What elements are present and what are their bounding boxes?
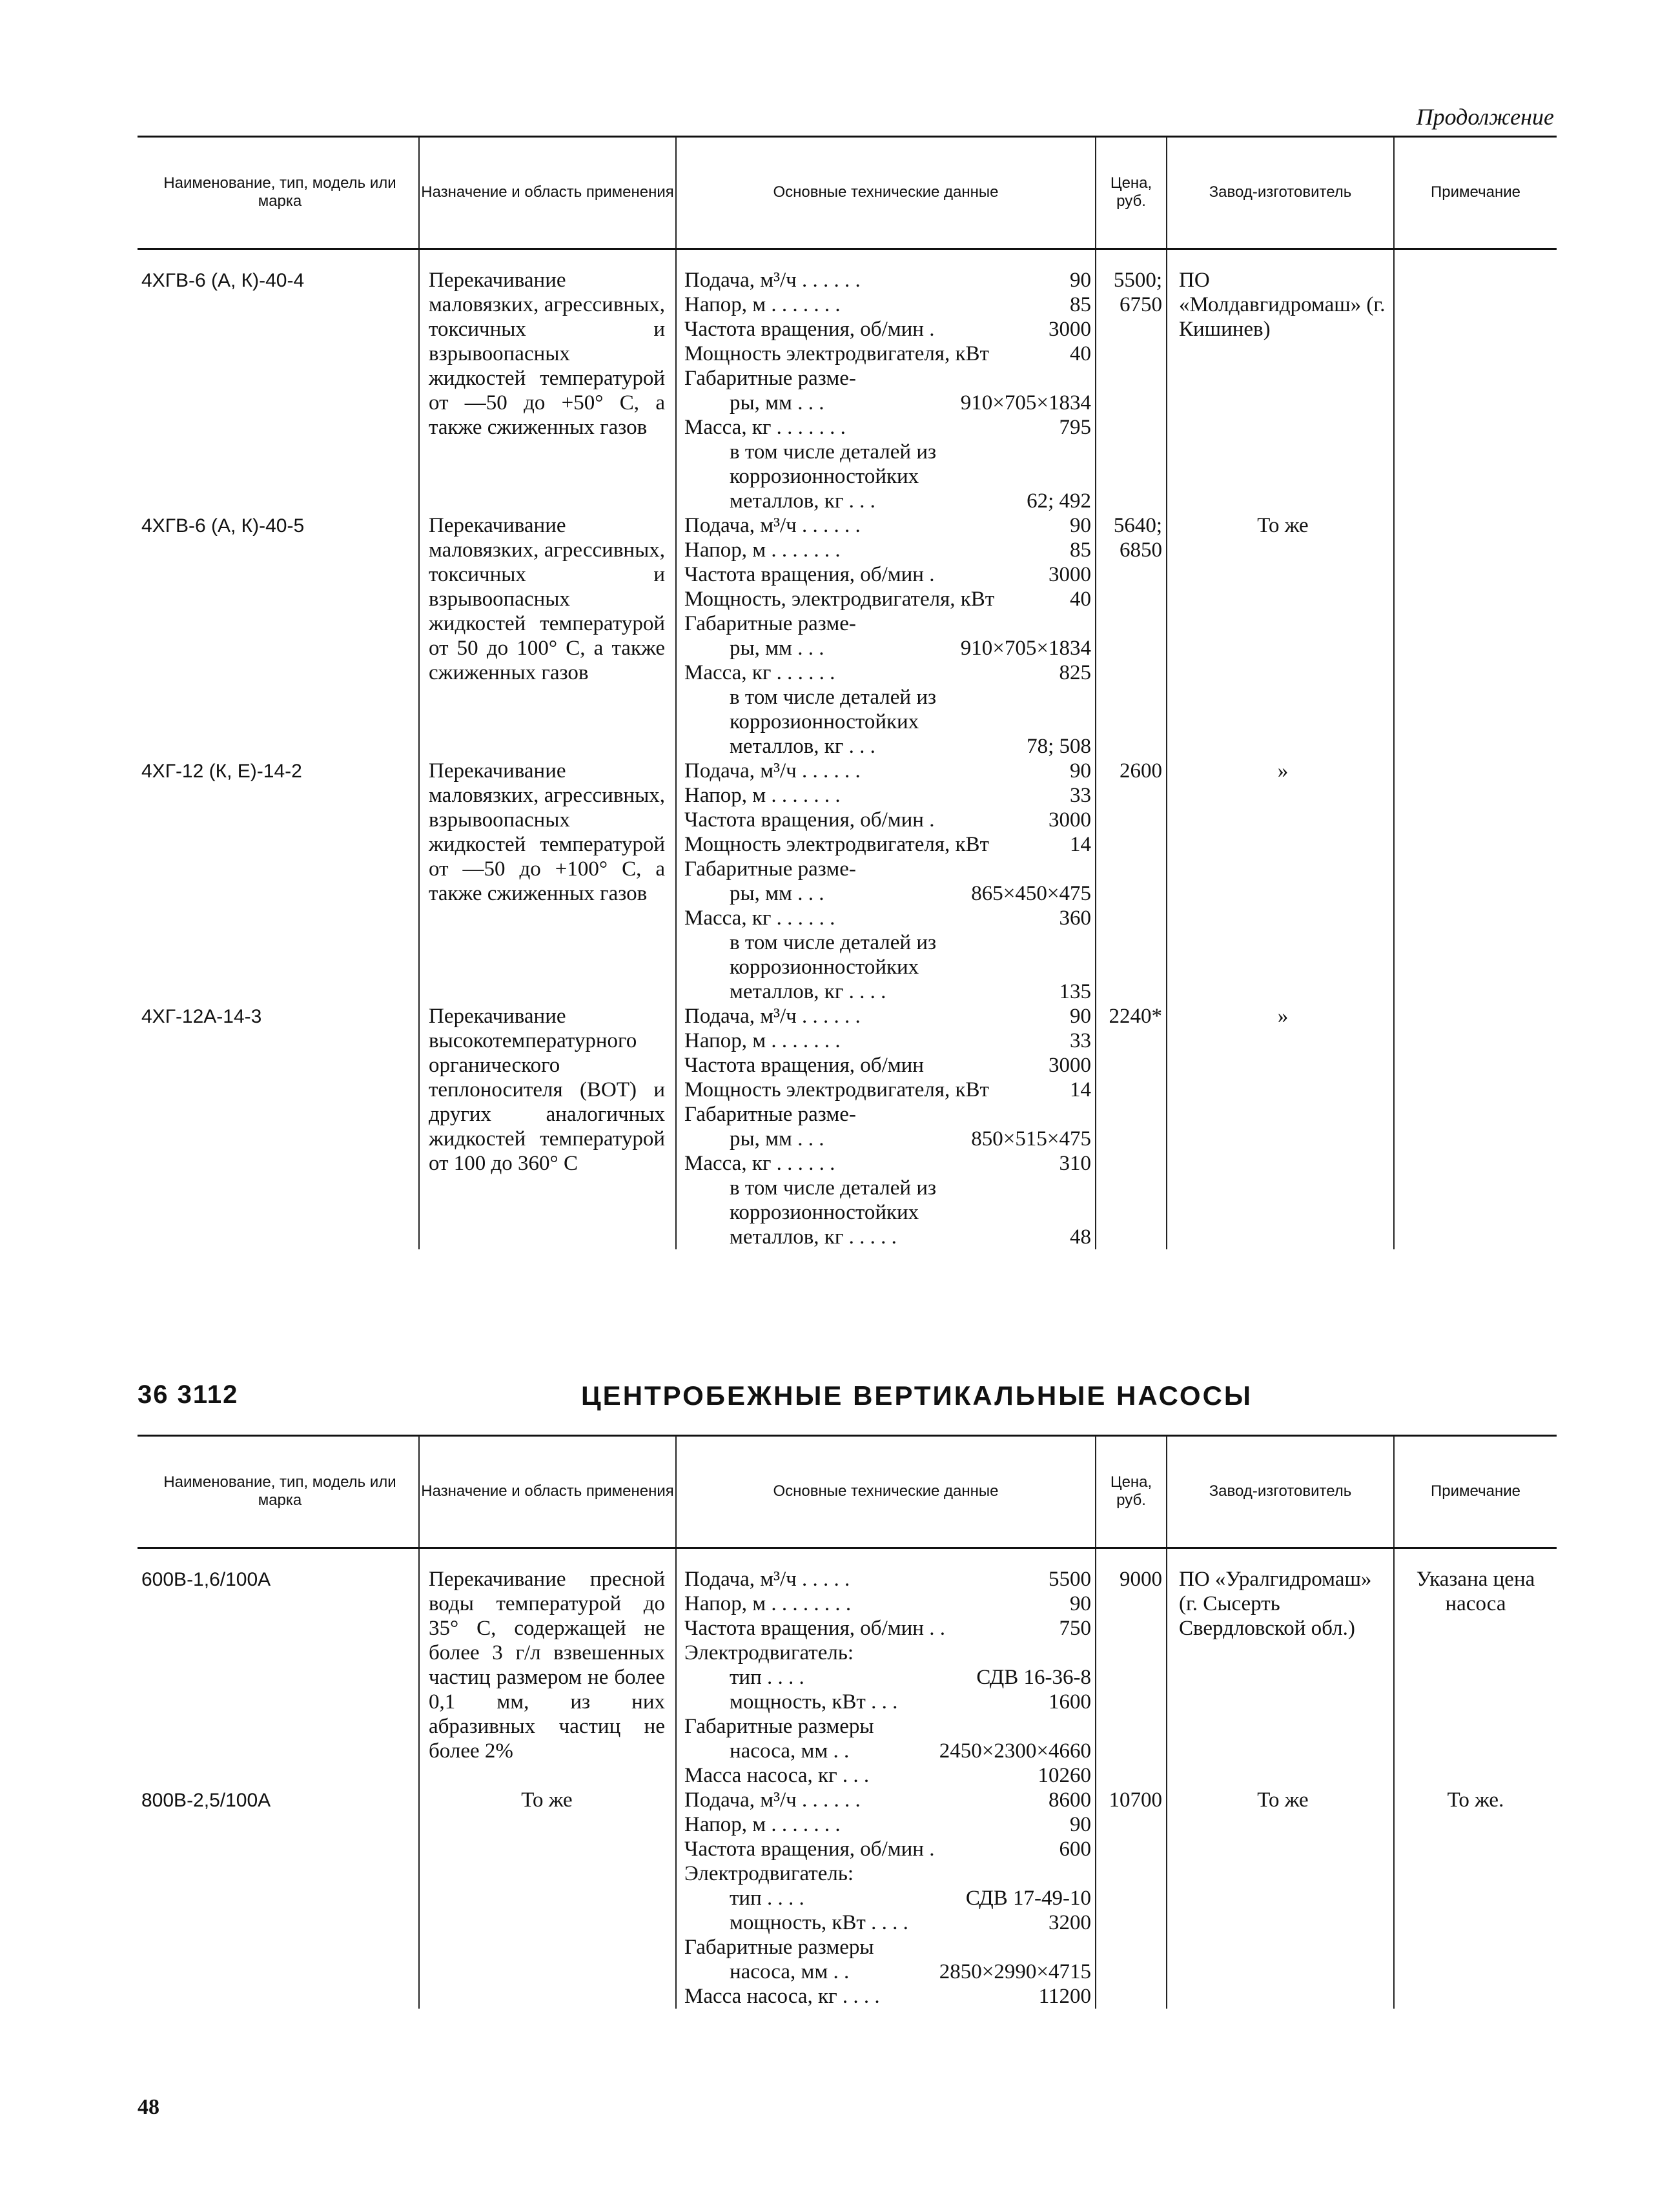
section-title: ЦЕНТРОБЕЖНЫЕ ВЕРТИКАЛЬНЫЕ НАСОСЫ (581, 1380, 1253, 1411)
table-row (138, 513, 1557, 759)
spec-value: 85 (1070, 538, 1091, 562)
spec-value: 85 (1070, 293, 1091, 316)
spec-label: Частота вращения, об/мин . (684, 563, 935, 586)
spec-value: 10260 (1038, 1764, 1091, 1787)
specs-cell (676, 268, 1096, 513)
spec-line (684, 317, 1091, 342)
spec-line (684, 1665, 1091, 1690)
column-header-purpose: Назначение и область применения (419, 1436, 676, 1548)
spec-value: 865×450×475 (971, 882, 1091, 905)
maker-cell: То же (1167, 513, 1394, 759)
spec-label: Частота вращения, об/мин . (684, 318, 935, 341)
spec-value: 750 (1059, 1617, 1091, 1640)
spec-value: СДВ 17-49-10 (965, 1887, 1091, 1910)
table-row (138, 268, 1557, 513)
spec-label: тип . . . . (730, 1666, 804, 1689)
spec-line (684, 1714, 1091, 1739)
spec-label: в том числе деталей из (730, 931, 937, 954)
spec-label: насоса, мм . . (730, 1739, 850, 1763)
spec-value: 2450×2300×4660 (939, 1739, 1091, 1763)
spec-value: 14 (1070, 833, 1091, 856)
maker-cell: » (1167, 759, 1394, 1004)
spec-label: ры, мм . . . (730, 882, 824, 905)
spec-line (684, 1984, 1091, 2009)
spec-label: Габаритные разме- (684, 367, 856, 390)
spec-label: коррозионностойких (730, 465, 919, 488)
spec-line (684, 734, 1091, 759)
spec-line (684, 1886, 1091, 1910)
spec-line (684, 1225, 1091, 1249)
spec-line (684, 1102, 1091, 1127)
spec-label: Масса, кг . . . . . . (684, 906, 835, 930)
spec-value: 78; 508 (1027, 735, 1091, 758)
spec-line (684, 1616, 1091, 1641)
price-cell: 9000 (1096, 1567, 1167, 1788)
model-name: 600В-1,6/100А (141, 1569, 271, 1590)
spec-label: Мощность электродвигателя, кВт (684, 1078, 989, 1101)
spec-value: 48 (1070, 1225, 1091, 1249)
spec-line (684, 268, 1091, 292)
spec-line (684, 881, 1091, 906)
spec-line (684, 1837, 1091, 1861)
spec-line (684, 464, 1091, 489)
spec-line (684, 1935, 1091, 1960)
spec-value: 3000 (1049, 1054, 1091, 1077)
spec-label: Напор, м . . . . . . . (684, 538, 841, 562)
spec-label: Габаритные разме- (684, 612, 856, 635)
spec-line (684, 292, 1091, 317)
spec-label: в том числе деталей из (730, 440, 937, 464)
spec-line (684, 1690, 1091, 1714)
spec-line (684, 1151, 1091, 1176)
table1 (138, 137, 1557, 1249)
column-header-note: Примечание (1394, 137, 1557, 249)
spec-value: 8600 (1049, 1788, 1091, 1812)
table-row (138, 1004, 1557, 1249)
spec-label: Подача, м³/ч . . . . . . (684, 1788, 861, 1812)
spec-line (684, 489, 1091, 513)
spec-label: мощность, кВт . . . . (730, 1911, 908, 1934)
spec-label: Напор, м . . . . . . . (684, 293, 841, 316)
price-cell: 2600 (1096, 759, 1167, 1004)
spec-label: ры, мм . . . (730, 1127, 824, 1151)
table-row (138, 1567, 1557, 1788)
spec-label: металлов, кг . . . . . (730, 1225, 897, 1249)
table-row (138, 1788, 1557, 2009)
spec-value: 11200 (1038, 1985, 1091, 2008)
spec-value: 33 (1070, 1029, 1091, 1052)
spec-value: 5500 (1049, 1568, 1091, 1591)
spec-value: 90 (1070, 514, 1091, 537)
spec-line (684, 440, 1091, 464)
column-header-name: Наименование, тип, модель или марка (163, 174, 396, 210)
spec-label: Подача, м³/ч . . . . . . (684, 1005, 861, 1028)
spec-line (684, 391, 1091, 415)
spec-line (684, 906, 1091, 930)
spec-line (684, 1053, 1091, 1078)
note-cell (1394, 513, 1557, 759)
spec-value: 910×705×1834 (960, 637, 1091, 660)
note-cell (1394, 759, 1557, 1004)
spec-label: Подача, м³/ч . . . . . . (684, 269, 861, 292)
spec-value: 90 (1070, 1592, 1091, 1615)
spec-value: 310 (1059, 1152, 1091, 1175)
spec-label: в том числе деталей из (730, 1176, 937, 1200)
spec-label: Подача, м³/ч . . . . . . (684, 514, 861, 537)
spec-line (684, 342, 1091, 366)
model-name: 4ХГ-12 (К, Е)-14-2 (141, 761, 302, 782)
spec-label: коррозионностойких (730, 1201, 919, 1224)
model-cell (138, 1567, 419, 1788)
spec-label: Электродвигатель: (684, 1641, 854, 1664)
spec-line (684, 513, 1091, 538)
spec-line (684, 1641, 1091, 1665)
model-cell (138, 1788, 419, 2009)
spec-label: Напор, м . . . . . . . . (684, 1592, 852, 1615)
model-name: 800В-2,5/100А (141, 1790, 271, 1811)
spec-value: 90 (1070, 759, 1091, 783)
note-cell: То же. (1394, 1788, 1557, 2009)
maker-cell: ПО «Уралгидромаш» (г. Сысерть Свердловской обл.) (1167, 1567, 1394, 1788)
spec-label: Мощность электродвигателя, кВт (684, 833, 989, 856)
column-header-maker: Завод-изготовитель (1167, 137, 1394, 249)
purpose-cell: Перекачивание пресной воды температурой до 35° С, содержащей не более 3 г/л взвешенных частиц размером не более 0,1 мм, из них абразивных частиц не более 2% (419, 1567, 676, 1788)
model-cell (138, 1004, 419, 1249)
spec-line (684, 808, 1091, 832)
spec-line (684, 538, 1091, 562)
specs-cell (676, 513, 1096, 759)
spec-line (684, 832, 1091, 857)
spec-value: 33 (1070, 784, 1091, 807)
purpose-cell: Перекачивание высокотемпературного органического теплоносителя (ВОТ) и других аналогичных жидкостей температурой от 100 до 360° С (419, 1004, 676, 1249)
spec-line (684, 930, 1091, 955)
spec-line (684, 1592, 1091, 1616)
spec-label: Электродвигатель: (684, 1862, 854, 1885)
spec-line (684, 979, 1091, 1004)
section-number: 36 3112 (138, 1380, 239, 1409)
price-cell: 5640; 6850 (1096, 513, 1167, 759)
spec-label: коррозионностойких (730, 956, 919, 979)
column-header-name: Наименование, тип, модель или марка (163, 1473, 396, 1509)
spec-line (684, 1739, 1091, 1763)
spec-label: Частота вращения, об/мин . (684, 1838, 935, 1861)
note-cell (1394, 1004, 1557, 1249)
purpose-cell: Перекачивание маловязких, агрессивных, взрывоопасных жидкостей температурой от —50 до +100° С, а также сжиженных газов (419, 759, 676, 1004)
spec-label: Масса, кг . . . . . . (684, 1152, 835, 1175)
spec-value: 795 (1059, 416, 1091, 439)
spec-value: 910×705×1834 (960, 391, 1091, 415)
model-name: 4ХГВ-6 (А, К)-40-4 (141, 270, 305, 291)
spec-label: Подача, м³/ч . . . . . (684, 1568, 850, 1591)
model-cell (138, 513, 419, 759)
spec-line (684, 562, 1091, 587)
specs-cell (676, 1004, 1096, 1249)
continuation-label: Продолжение (1416, 104, 1554, 130)
purpose-cell: Перекачивание маловязких, агрессивных, токсичных и взрывоопасных жидкостей температурой от 50 до 100° С, а также сжиженных газов (419, 513, 676, 759)
model-cell (138, 759, 419, 1004)
column-header-price: Цена, руб. (1096, 137, 1167, 249)
spec-value: 135 (1059, 980, 1091, 1003)
spec-value: 2850×2990×4715 (939, 1960, 1091, 1983)
spec-label: металлов, кг . . . (730, 489, 875, 513)
spec-value: 90 (1070, 1005, 1091, 1028)
spec-label: металлов, кг . . . . (730, 980, 886, 1003)
spec-label: металлов, кг . . . (730, 735, 875, 758)
spec-line (684, 636, 1091, 661)
spec-line (684, 1960, 1091, 1984)
spec-value: 3000 (1049, 318, 1091, 341)
spec-value: 360 (1059, 906, 1091, 930)
spec-label: Габаритные размеры (684, 1715, 874, 1738)
table-header-row (138, 137, 1557, 249)
spec-label: Масса насоса, кг . . . . (684, 1985, 880, 2008)
spec-label: ры, мм . . . (730, 637, 824, 660)
spec-label: Напор, м . . . . . . . (684, 784, 841, 807)
spec-value: 3000 (1049, 563, 1091, 586)
maker-cell: То же (1167, 1788, 1394, 2009)
spec-line (684, 1910, 1091, 1935)
spec-label: Мощность электродвигателя, кВт (684, 342, 989, 365)
spec-line (684, 1812, 1091, 1837)
spec-line (684, 1127, 1091, 1151)
spec-value: 850×515×475 (971, 1127, 1091, 1151)
spec-line (684, 611, 1091, 636)
spec-value: 40 (1070, 588, 1091, 611)
spec-label: Напор, м . . . . . . . (684, 1029, 841, 1052)
purpose-cell: Перекачивание маловязких, агрессивных, токсичных и взрывоопасных жидкостей температурой от —50 до +50° С, а также сжиженных газов (419, 268, 676, 513)
spec-value: 3200 (1049, 1911, 1091, 1934)
specs-cell (676, 759, 1096, 1004)
spec-value: 62; 492 (1027, 489, 1091, 513)
spec-value: 1600 (1049, 1690, 1091, 1714)
spec-value: 14 (1070, 1078, 1091, 1101)
spec-line (684, 857, 1091, 881)
spec-line (684, 685, 1091, 710)
spec-label: мощность, кВт . . . (730, 1690, 898, 1714)
model-name: 4ХГВ-6 (А, К)-40-5 (141, 515, 305, 537)
spec-value: 90 (1070, 269, 1091, 292)
spec-label: коррозионностойких (730, 710, 919, 733)
spec-label: Габаритные разме- (684, 857, 856, 881)
price-cell: 5500; 6750 (1096, 268, 1167, 513)
spec-label: ры, мм . . . (730, 391, 824, 415)
specs-cell (676, 1567, 1096, 1788)
model-cell (138, 268, 419, 513)
spec-line (684, 1200, 1091, 1225)
spec-label: Габаритные разме- (684, 1103, 856, 1126)
spec-line (684, 1176, 1091, 1200)
spec-line (684, 1078, 1091, 1102)
column-header-specs: Основные технические данные (676, 137, 1096, 249)
column-header-note: Примечание (1394, 1436, 1557, 1548)
table-header-row (138, 1436, 1557, 1548)
spec-line (684, 366, 1091, 391)
maker-cell: » (1167, 1004, 1394, 1249)
spec-value: 90 (1070, 1813, 1091, 1836)
spec-label: тип . . . . (730, 1887, 804, 1910)
spec-line (684, 1763, 1091, 1788)
spec-line (684, 759, 1091, 783)
spec-line (684, 1567, 1091, 1592)
table2 (138, 1436, 1557, 2009)
spec-label: Мощность, электродвигателя, кВт (684, 588, 995, 611)
spec-label: Габаритные размеры (684, 1936, 874, 1959)
spec-label: Частота вращения, об/мин (684, 1054, 924, 1077)
spec-label: Масса насоса, кг . . . (684, 1764, 870, 1787)
note-cell: Указана цена насоса (1394, 1567, 1557, 1788)
spec-line (684, 955, 1091, 979)
maker-cell: ПО «Молдавгидромаш» (г. Кишинев) (1167, 268, 1394, 513)
column-header-purpose: Назначение и область применения (419, 137, 676, 249)
spec-line (684, 587, 1091, 611)
spec-label: в том числе деталей из (730, 686, 937, 709)
spec-line (684, 1004, 1091, 1029)
spec-line (684, 783, 1091, 808)
specs-cell (676, 1788, 1096, 2009)
spec-line (684, 1029, 1091, 1053)
spec-label: Масса, кг . . . . . . . (684, 416, 846, 439)
page-number: 48 (138, 2095, 159, 2119)
column-header-specs: Основные технические данные (676, 1436, 1096, 1548)
spec-label: Напор, м . . . . . . . (684, 1813, 841, 1836)
spec-value: 3000 (1049, 808, 1091, 832)
spec-line (684, 1788, 1091, 1812)
price-cell: 10700 (1096, 1788, 1167, 2009)
column-header-price: Цена, руб. (1096, 1436, 1167, 1548)
spec-value: СДВ 16-36-8 (976, 1666, 1091, 1689)
spec-value: 825 (1059, 661, 1091, 684)
spec-line (684, 710, 1091, 734)
model-name: 4ХГ-12А-14-3 (141, 1006, 262, 1027)
purpose-cell: То же (419, 1788, 676, 2009)
column-header-maker: Завод-изготовитель (1167, 1436, 1394, 1548)
spec-label: Масса, кг . . . . . . (684, 661, 835, 684)
spec-line (684, 415, 1091, 440)
spec-line (684, 1861, 1091, 1886)
spec-label: Подача, м³/ч . . . . . . (684, 759, 861, 783)
price-cell: 2240* (1096, 1004, 1167, 1249)
note-cell (1394, 268, 1557, 513)
spec-value: 600 (1059, 1838, 1091, 1861)
spec-label: насоса, мм . . (730, 1960, 850, 1983)
spec-line (684, 661, 1091, 685)
spec-value: 40 (1070, 342, 1091, 365)
spec-label: Частота вращения, об/мин . (684, 808, 935, 832)
table-row (138, 759, 1557, 1004)
spec-label: Частота вращения, об/мин . . (684, 1617, 945, 1640)
